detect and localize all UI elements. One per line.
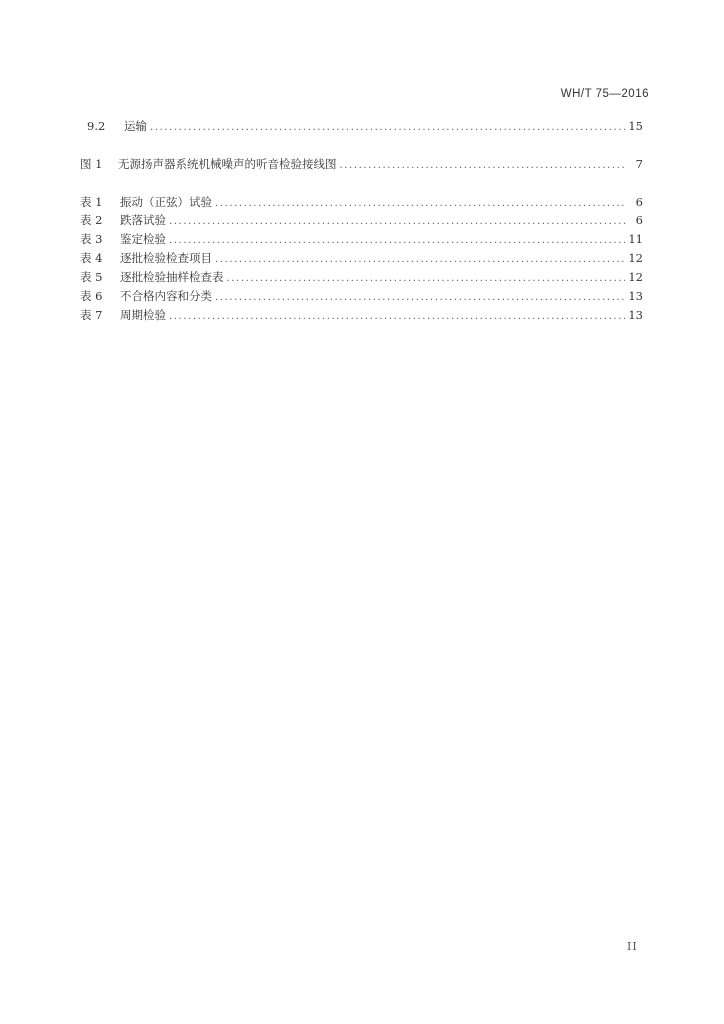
toc-entry-title: 不合格内容和分类 xyxy=(120,289,212,303)
toc-entry-title: 逐批检验检查项目 xyxy=(120,251,212,265)
toc-entry-page: 12 xyxy=(628,251,643,265)
toc-entry-table xyxy=(80,306,643,324)
toc-entry-label: 表 2 xyxy=(80,213,103,227)
toc-entry-page: 7 xyxy=(635,157,643,171)
toc-entry-table xyxy=(80,249,643,267)
toc-entry-page: 15 xyxy=(628,119,643,133)
standard-code: WH/T 75—2016 xyxy=(560,88,649,100)
toc-dot-leader xyxy=(169,213,626,231)
toc-entry-title: 跌落试验 xyxy=(120,213,166,227)
toc-entry-page: 6 xyxy=(635,213,643,227)
toc-dot-leader xyxy=(227,270,626,288)
toc-entry-label: 表 4 xyxy=(80,251,103,265)
toc-entry-table xyxy=(80,268,643,286)
toc-entry-title: 运输 xyxy=(124,119,147,133)
toc-entry-table xyxy=(80,287,643,305)
toc-entry-table xyxy=(80,211,643,229)
toc-entry-title: 无源扬声器系统机械噪声的听音检验接线图 xyxy=(118,157,337,171)
toc-entry-label: 表 3 xyxy=(80,232,103,246)
toc-entry-table xyxy=(80,193,643,211)
toc-entry-page: 12 xyxy=(628,270,643,284)
toc-entry-label: 表 7 xyxy=(80,308,103,322)
toc-dot-leader xyxy=(215,289,625,307)
toc-entry-label: 图 1 xyxy=(80,157,103,171)
toc-entry-title: 振动（正弦）试验 xyxy=(120,195,212,209)
toc-dot-leader xyxy=(215,251,625,269)
page-number: II xyxy=(627,940,638,953)
toc-entry-label: 9.2 xyxy=(87,119,106,133)
toc-entry-clause xyxy=(80,117,643,135)
toc-entry-page: 13 xyxy=(628,289,643,303)
toc-dot-leader xyxy=(340,157,627,175)
toc-entry-page: 11 xyxy=(628,232,643,246)
toc-dot-leader xyxy=(169,308,625,326)
toc-entry-label: 表 5 xyxy=(80,270,103,284)
toc-entry-page: 13 xyxy=(628,308,643,322)
toc-entry-title: 鉴定检验 xyxy=(120,232,166,246)
toc-entry-page: 6 xyxy=(635,195,643,209)
toc-entry-label: 表 6 xyxy=(80,289,103,303)
toc-entry-title: 逐批检验抽样检查表 xyxy=(120,270,224,284)
toc-entry-table xyxy=(80,230,643,248)
toc-dot-leader xyxy=(169,232,625,250)
toc-dot-leader xyxy=(150,119,625,137)
toc-entry-figure xyxy=(80,155,643,173)
toc-entry-label: 表 1 xyxy=(80,195,103,209)
toc-entry-title: 周期检验 xyxy=(120,308,166,322)
